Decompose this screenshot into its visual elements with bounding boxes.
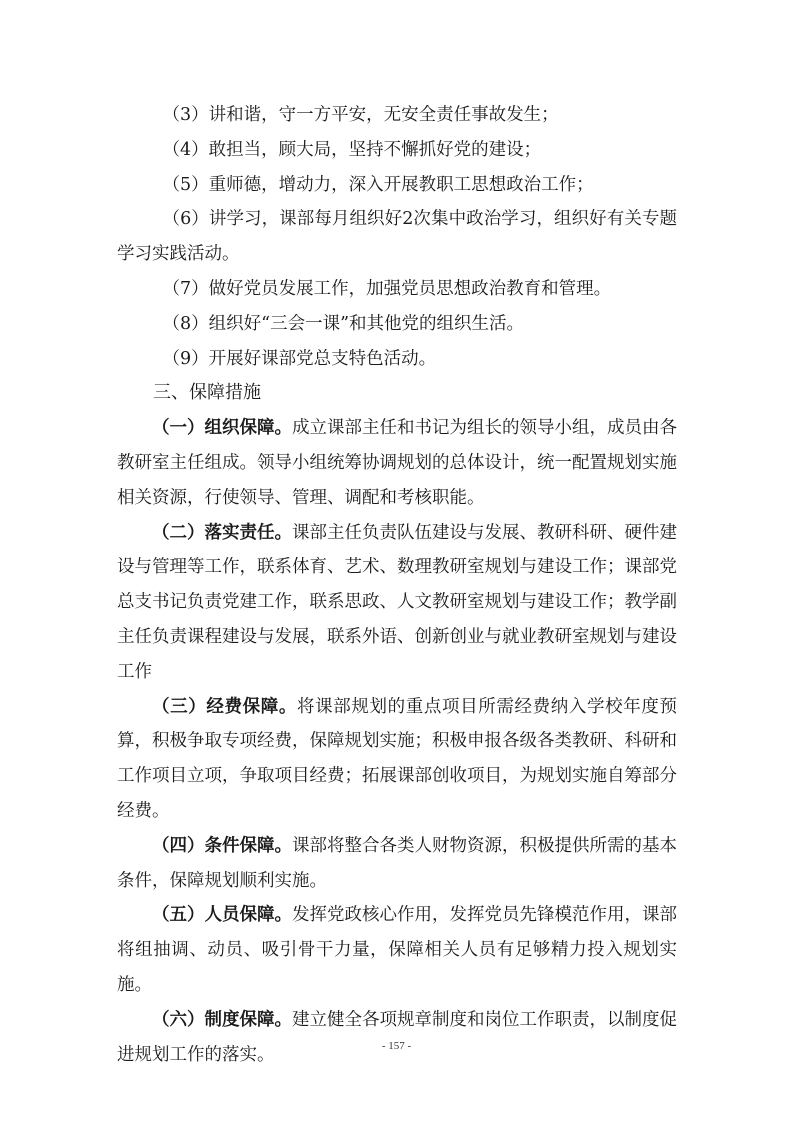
list-item: （5）重师德，增动力，深入开展教职工思想政治工作；	[162, 174, 594, 195]
measure-label: （一）组织保障。	[152, 418, 292, 439]
measure-paragraph	[117, 516, 677, 690]
measure-paragraph	[117, 829, 677, 899]
measure-paragraph	[117, 411, 677, 515]
list-item: （4）敢担当，顾大局，坚持不懈抓好党的建设；	[162, 139, 542, 160]
measure-text: 课部将整合各类人财物资源，积极提供所需的基本条件，保障规划顺利实施。	[117, 835, 677, 891]
document-body	[117, 98, 677, 1072]
measure-label: （三）经费保障。	[152, 696, 297, 717]
measure-text: 将课部规划的重点项目所需经费纳入学校年度预算，积极争取专项经费，保障规划实施；积极申报各级各类教研、科研和工作项目立项，争取项目经费；拓展课部创收项目，为规划实施自筹部分经费。	[117, 696, 677, 821]
list-item: （6）讲学习，课部每月组织好2次集中政治学习，组织好有关专题学习实践活动。	[117, 209, 677, 265]
list-item: （3）讲和谐，守一方平安，无安全责任事故发生；	[162, 105, 559, 125]
measure-text: 成立课部主任和书记为组长的领导小组，成员由各教研室主任组成。领导小组统筹协调规划的总体设计，统一配置规划实施相关资源，行使领导、管理、调配和考核职能。	[117, 418, 677, 508]
measure-text: 课部主任负责队伍建设与发展、教研科研、硬件建设与管理等工作，联系体育、艺术、数理教研室规划与建设工作；课部党总支书记负责党建工作，联系思政、人文教研室规划与建设工作；教学副主任负责课程建设与发展，联系外语、创新创业与就业教研室规划与建设工作	[117, 522, 677, 682]
list-item: （7）做好党员发展工作，加强党员思想政治教育和管理。	[162, 278, 612, 299]
measure-label: （五）人员保障。	[152, 905, 292, 926]
measure-paragraph	[117, 898, 677, 1002]
measure-text: 建立健全各项规章制度和岗位工作职责，以制度促进规划工作的落实。	[117, 1009, 677, 1065]
measure-text: 发挥党政核心作用，发挥党员先锋模范作用，课部将组抽调、动员、吸引骨干力量，保障相关人员有足够精力投入规划实施。	[117, 905, 677, 995]
measure-paragraph	[117, 690, 677, 829]
measure-label: （四）条件保障。	[152, 835, 292, 856]
measure-label: （六）制度保障。	[152, 1009, 292, 1030]
list-item: （8）组织好“三会一课”和其他党的组织生活。	[162, 313, 525, 334]
section-heading: 三、保障措施	[153, 382, 261, 404]
measure-paragraph	[117, 1003, 677, 1073]
page-number: - 157 -	[381, 1040, 412, 1052]
measure-label: （二）落实责任。	[152, 522, 292, 543]
list-item: （9）开展好课部党总支特色活动。	[162, 348, 437, 369]
